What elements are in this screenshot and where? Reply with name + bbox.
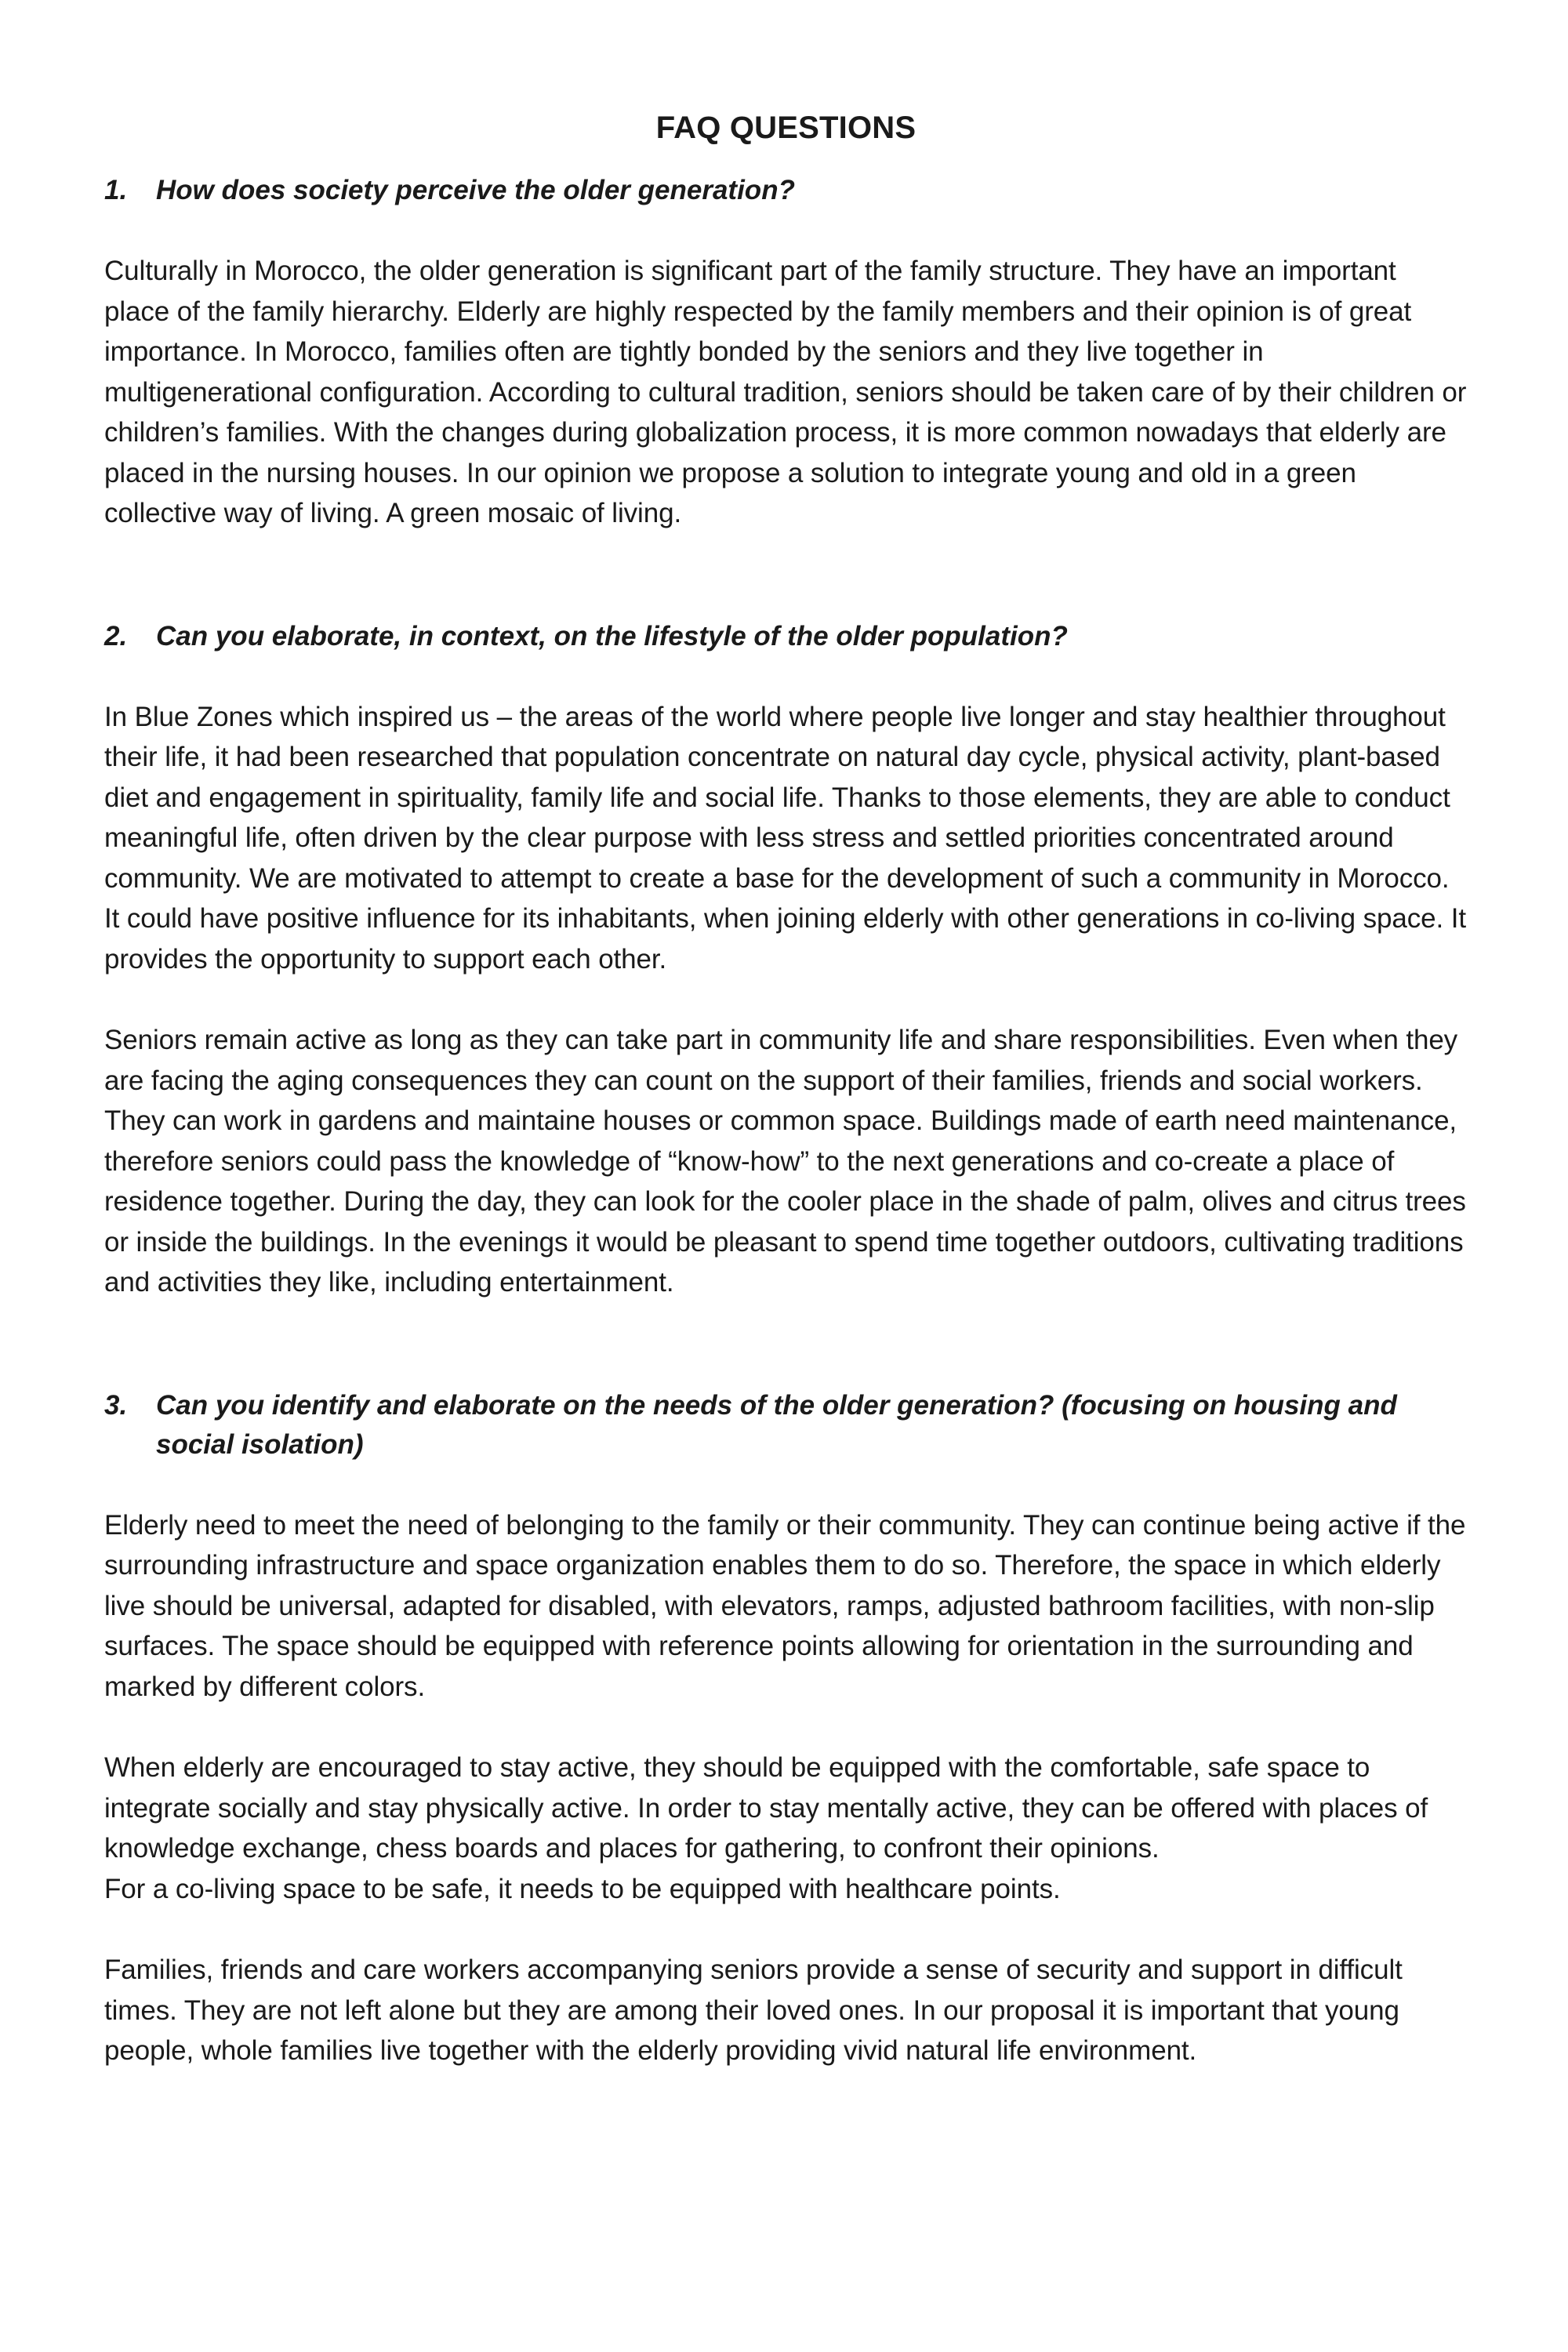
question-number: 3. xyxy=(104,1389,128,1421)
question-text: How does society perceive the older generation? xyxy=(156,175,795,205)
faq-question-2 xyxy=(104,617,1468,656)
faq-question-1 xyxy=(104,171,1468,210)
question-number: 2. xyxy=(104,620,128,652)
question-text: Can you elaborate, in context, on the lifestyle of the older population? xyxy=(156,620,1068,652)
question-text: Can you identify and elaborate on the needs of the older generation? (focusing on housing and social isolation) xyxy=(156,1389,1397,1460)
question-number: 1. xyxy=(104,175,128,205)
answer-paragraph: For a co-living space to be safe, it needs to be equipped with healthcare points. xyxy=(104,1873,1061,1904)
page-title: FAQ QUESTIONS xyxy=(655,111,916,145)
answer-paragraph: Seniors remain active as long as they can take part in community life and share responsibilities. Even when they are facing the aging consequences they can count on the support of their families, friends and social workers. They can work in gardens and maintaine houses or common space. Buildings made of earth need maintenance, therefore seniors could pass the knowledge of “know-how” to the next generations and co-create a place of residence together. During the day, they can look for the cooler place in the shade of palm, olives and citrus trees or inside the buildings. In the evenings it would be pleasant to spend time together outdoors, cultivating traditions and activities they like, including entertainment. xyxy=(104,1025,1466,1298)
answer-paragraph: Elderly need to meet the need of belonging to the family or their community. They can continue being active if the surrounding infrastructure and space organization enables them to do so. Therefore, the space in which elderly live should be universal, adapted for disabled, with elevators, ramps, adjusted bathroom facilities, with non-slip surfaces. The space should be equipped with reference points allowing for orientation in the surrounding and marked by different colors. xyxy=(104,1509,1466,1702)
faq-question-3 xyxy=(104,1386,1468,1465)
answer-paragraph: When elderly are encouraged to stay active, they should be equipped with the comfortable, safe space to integrate socially and stay physically active. In order to stay mentally active, they can be offered with places of knowledge exchange, chess boards and places for gathering, to confront their opinions. xyxy=(104,1752,1428,1864)
answer-paragraph: In Blue Zones which inspired us – the areas of the world where people live longer and stay healthier throughout their life, it had been researched that population concentrate on natural day cycle, physical activity, plant-based diet and engagement in spirituality, family life and social life. Thanks to those elements, they are able to conduct meaningful life, often driven by the clear purpose with less stress and settled priorities concentrated around community. We are motivated to attempt to create a base for the development of such a community in Morocco. It could have positive influence for its inhabitants, when joining elderly with other generations in co-living space. It provides the opportunity to support each other. xyxy=(104,701,1467,975)
answer-paragraph: Culturally in Morocco, the older generation is significant part of the family structure. They have an important place of the family hierarchy. Elderly are highly respected by the family members and their opinion is of great importance. In Morocco, families often are tightly bonded by the seniors and they live together in multigenerational configuration. According to cultural tradition, seniors should be taken care of by their children or children’s families. With the changes during globalization process, it is more common nowadays that elderly are placed in the nursing houses. In our opinion we propose a solution to integrate young and old in a green collective way of living. A green mosaic of living. xyxy=(104,256,1467,528)
answer-paragraph: Families, friends and care workers accompanying seniors provide a sense of security and support in difficult times. They are not left alone but they are among their loved ones. In our proposal it is important that young people, whole families live together with the elderly providing vivid natural life environment. xyxy=(104,1955,1403,2066)
